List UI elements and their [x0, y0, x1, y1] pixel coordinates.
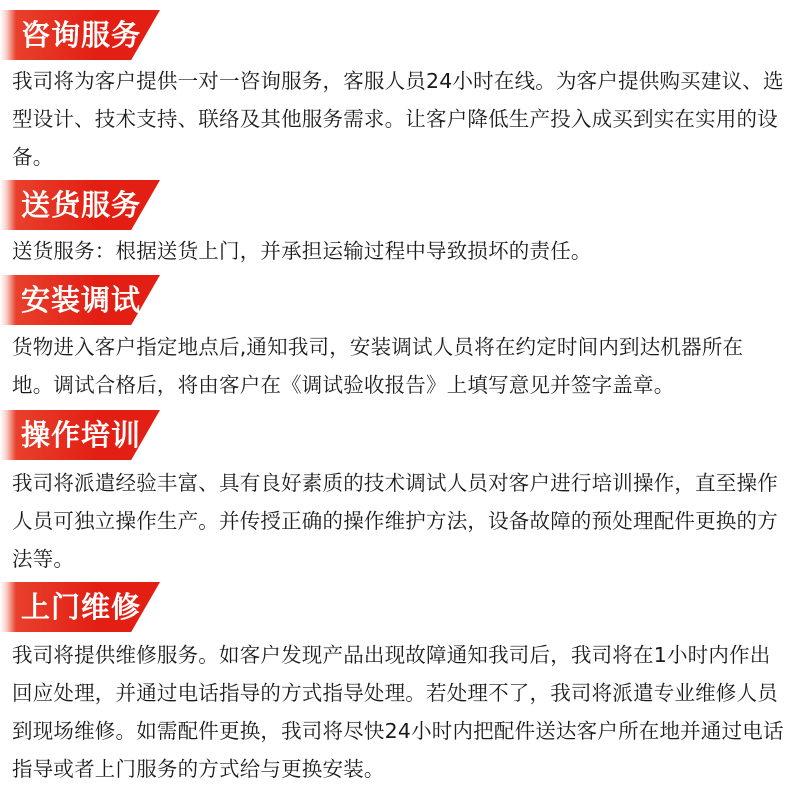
section-title-delivery: 送货服务: [21, 188, 142, 222]
section-text-repair: 我司将提供维修服务。如客户发现产品出现故障通知我司后，我司将在1小时内作出回应处理，并通过电话指导的方式指导处理。若处理不了，我司将派遣专业维修人员到现场维修。如需配件更换，我司将尽快24小时内把配件送达客户所在地并通过电话指导或者上门服务的方式给与更换安装。: [12, 643, 784, 781]
section-text-installation: 货物进入客户指定地点后,通知我司，安装调试人员将在约定时间内到达机器所在地。调试合格后，将由客户在《调试验收报告》上填写意见并签字盖章。: [12, 335, 744, 397]
section-title-repair: 上门维修: [21, 590, 142, 624]
section-title-installation: 安装调试: [21, 283, 142, 317]
section-text-training: 我司将派遣经验丰富、具有良好素质的技术调试人员对客户进行培训操作，直至操作人员可独立操作生产。并传授正确的操作维护方法，设备故障的预处理配件更换的方法等。: [12, 471, 778, 571]
section-title-consulting: 咨询服务: [21, 18, 142, 52]
section-title-training: 操作培训: [21, 418, 142, 452]
section-text-delivery: 送货服务：根据送货上门，并承担运输过程中导致损坏的责任。: [12, 239, 592, 263]
section-text-consulting: 我司将为客户提供一对一咨询服务，客服人员24小时在线。为客户提供购买建议、选型设计、技术支持、联络及其他服务需求。让客户降低生产投入成买到实在实用的设备。: [12, 69, 784, 169]
